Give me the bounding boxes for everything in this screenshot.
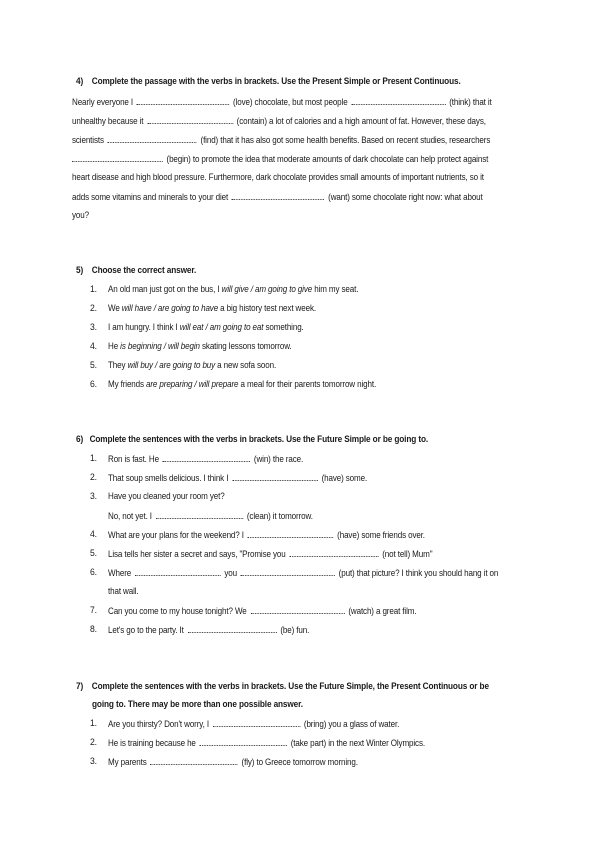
exercise-7-heading bbox=[76, 681, 489, 692]
question-number: 6. bbox=[90, 567, 97, 578]
exercise-4-heading bbox=[76, 76, 461, 87]
question-number: 3. bbox=[90, 322, 97, 333]
passage-line-2 bbox=[72, 115, 486, 127]
question-text: I am hungry. I think I will eat / am going to eat something. bbox=[108, 322, 304, 333]
answer-blank[interactable] bbox=[72, 153, 163, 162]
question-number: 2. bbox=[90, 737, 97, 748]
passage-line-5 bbox=[72, 172, 484, 183]
answer-blank[interactable] bbox=[150, 756, 237, 765]
question-number: 2. bbox=[90, 472, 97, 483]
passage-text: unhealthy because it bbox=[72, 116, 144, 127]
question-number: 2. bbox=[90, 303, 97, 314]
question-number: 1. bbox=[90, 718, 97, 729]
passage-text: (begin) to promote the idea that moderate amounts of dark chocolate can help protect against bbox=[166, 154, 489, 165]
passage-text: you? bbox=[72, 210, 89, 221]
question-number: 7. bbox=[90, 605, 97, 616]
answer-blank[interactable] bbox=[232, 472, 318, 481]
exercise-4-number: 4) bbox=[76, 76, 84, 87]
answer-blank[interactable] bbox=[241, 567, 335, 576]
passage-line-7 bbox=[72, 210, 89, 221]
answer-blank[interactable] bbox=[137, 96, 229, 105]
question-number: 6. bbox=[90, 379, 97, 390]
question-text: They will buy / are going to buy a new sofa soon. bbox=[108, 360, 277, 371]
exercise-6-number: 6) bbox=[76, 434, 84, 445]
passage-text: (love) chocolate, but most people bbox=[233, 97, 348, 108]
passage-text: (think) that it bbox=[449, 97, 492, 108]
exercise-7-heading-continued: going to. There may be more than one possible answer. bbox=[92, 699, 303, 710]
passage-line-4 bbox=[72, 153, 488, 165]
answer-blank[interactable] bbox=[147, 115, 233, 124]
passage-text: Nearly everyone I bbox=[72, 97, 134, 108]
question-text: He is training because he (take part) in the next Winter Olympics. bbox=[108, 738, 425, 749]
answer-blank[interactable] bbox=[232, 191, 324, 200]
question-number: 3. bbox=[90, 756, 97, 767]
question-number: 5. bbox=[90, 548, 97, 559]
question-text: Let's go to the party. It (be) fun. bbox=[108, 625, 310, 636]
question-number: 4. bbox=[90, 341, 97, 352]
question-text: An old man just got on the bus, I will give / am going to give him my seat. bbox=[108, 284, 359, 295]
answer-blank[interactable] bbox=[200, 737, 287, 746]
answer-blank[interactable] bbox=[289, 548, 378, 557]
question-text: Have you cleaned your room yet? bbox=[108, 491, 225, 502]
question-number: 1. bbox=[90, 284, 97, 295]
question-text: that wall. bbox=[108, 586, 139, 597]
answer-blank[interactable] bbox=[135, 567, 221, 576]
answer-blank[interactable] bbox=[250, 605, 344, 614]
exercise-6-heading bbox=[76, 434, 428, 445]
answer-options[interactable]: will have / are going to have bbox=[121, 303, 219, 314]
exercise-5-number: 5) bbox=[76, 265, 84, 276]
passage-line-6 bbox=[72, 191, 483, 203]
question-text: Are you thirsty? Don't worry, I (bring) you a glass of water. bbox=[108, 719, 400, 730]
exercise-5-heading bbox=[76, 265, 196, 276]
answer-blank[interactable] bbox=[163, 453, 250, 462]
passage-line-1 bbox=[72, 96, 492, 108]
answer-blank[interactable] bbox=[213, 718, 300, 727]
question-number: 3. bbox=[90, 491, 97, 502]
question-text: That soup smells delicious. I think I (have) some. bbox=[108, 473, 368, 484]
passage-text: (find) that it has also got some health benefits. Based on recent studies, researchers bbox=[200, 135, 491, 146]
passage-text: scientists bbox=[72, 135, 104, 146]
answer-blank[interactable] bbox=[108, 134, 197, 143]
question-text: He is beginning / will begin skating lessons tomorrow. bbox=[108, 341, 292, 352]
exercise-7-title: Complete the sentences with the verbs in brackets. Use the Future Simple, the Present Continuous or be bbox=[91, 681, 489, 692]
answer-options[interactable]: are preparing / will prepare bbox=[146, 379, 239, 390]
answer-blank[interactable] bbox=[351, 96, 445, 105]
answer-options[interactable]: will eat / am going to eat bbox=[179, 322, 264, 333]
question-text: Ron is fast. He (win) the race. bbox=[108, 454, 304, 465]
exercise-5-title: Choose the correct answer. bbox=[91, 265, 197, 276]
exercise-4-title: Complete the passage with the verbs in brackets. Use the Present Simple or Present Continuous. bbox=[91, 76, 461, 87]
passage-text: heart disease and high blood pressure. Furthermore, dark chocolate provides small amounts of important nutrients, so it bbox=[72, 172, 484, 183]
question-number: 8. bbox=[90, 624, 97, 635]
question-text: What are your plans for the weekend? I (have) some friends over. bbox=[108, 530, 425, 541]
question-text: My friends are preparing / will prepare a meal for their parents tomorrow night. bbox=[108, 379, 377, 390]
question-number: 5. bbox=[90, 360, 97, 371]
question-text: Can you come to my house tonight? We (watch) a great film. bbox=[108, 606, 417, 617]
answer-blank[interactable] bbox=[188, 624, 277, 633]
question-number: 1. bbox=[90, 453, 97, 464]
answer-options[interactable]: will buy / are going to buy bbox=[127, 360, 216, 371]
question-number: 4. bbox=[90, 529, 97, 540]
exercise-7-number: 7) bbox=[76, 681, 84, 692]
question-text: Where you (put) that picture? I think you should hang it on bbox=[108, 568, 499, 579]
answer-options[interactable]: will give / am going to give bbox=[221, 284, 313, 295]
answer-options[interactable]: is beginning / will begin bbox=[120, 341, 200, 352]
answer-blank[interactable] bbox=[156, 510, 243, 519]
question-text: No, not yet. I (clean) it tomorrow. bbox=[108, 511, 313, 522]
answer-blank[interactable] bbox=[248, 529, 334, 538]
question-text: My parents (fly) to Greece tomorrow morning. bbox=[108, 757, 358, 768]
question-text: We will have / are going to have a big history test next week. bbox=[108, 303, 316, 314]
exercise-6-title: Complete the sentences with the verbs in brackets. Use the Future Simple or be going to. bbox=[89, 434, 429, 445]
passage-text: (contain) a lot of calories and a high amount of fat. However, these days, bbox=[236, 116, 486, 127]
question-text: Lisa tells her sister a secret and says, "Promise you (not tell) Mum" bbox=[108, 549, 433, 560]
passage-line-3 bbox=[72, 134, 490, 146]
passage-text: adds some vitamins and minerals to your diet bbox=[72, 192, 229, 203]
passage-text: (want) some chocolate right now: what about bbox=[328, 192, 483, 203]
